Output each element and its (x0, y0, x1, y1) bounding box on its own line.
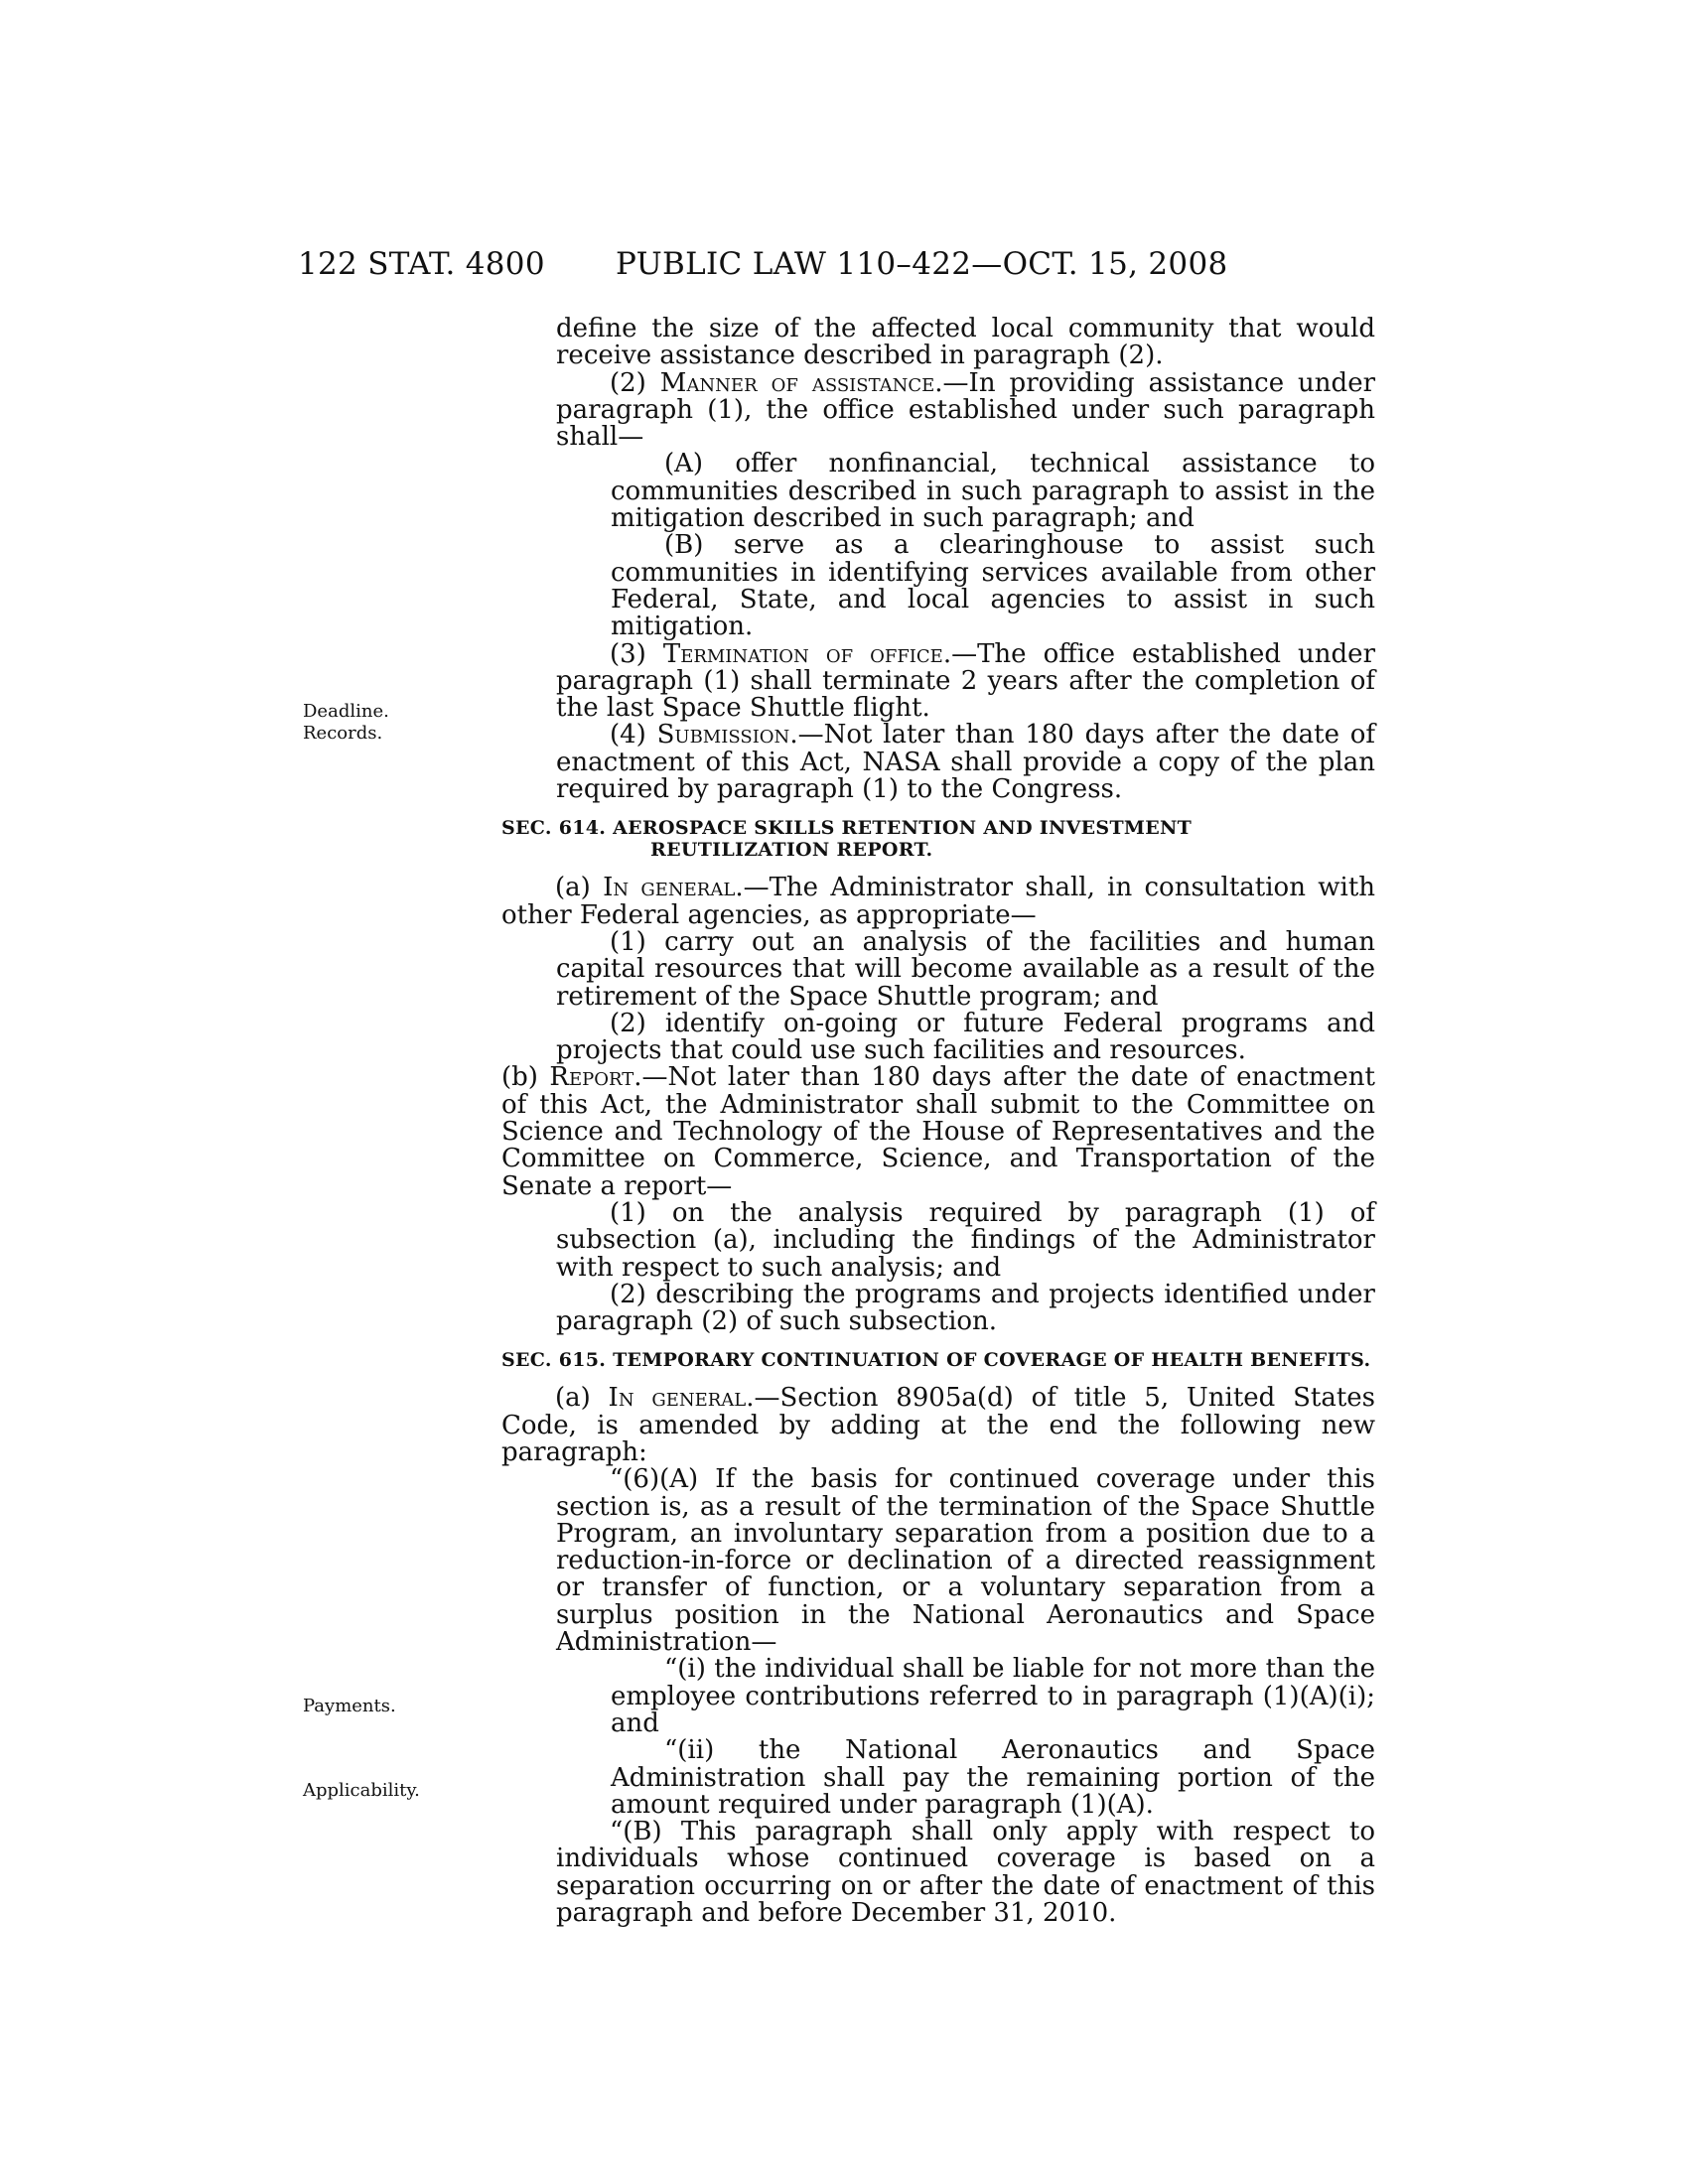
page-title: PUBLIC LAW 110–422—OCT. 15, 2008 (616, 246, 1228, 282)
margin-note-payments: Payments. (303, 1696, 396, 1716)
margin-note-applicability: Applicability. (303, 1780, 420, 1801)
margin-note-deadline-records (303, 701, 389, 745)
section-615-B: “(B) This paragraph shall only apply with respect to individuals whose continued coverage is based on a separation occurring on or after the date of enactment of this paragraph and before December 31, 2010. (556, 1817, 1375, 1929)
paragraph-3: (3) Termination of office.—The office established under paragraph (1) shall terminate 2 years after the completion of the last Space Shuttle flight. (556, 638, 1375, 724)
paragraph-2-b: (B) serve as a clearinghouse to assist such communities in identifying services available from other Federal, State, and local agencies to assist in such mitigation. (611, 530, 1375, 642)
stat-citation: 122 STAT. 4800 (298, 246, 545, 282)
body-text (501, 316, 1375, 1927)
paragraph-4: (4) Submission.—Not later than 180 days after the date of enactment of this Act, NASA shall provide a copy of the plan required by paragraph (1) to the Congress. (556, 720, 1376, 805)
section-614-a: (a) In general.—The Administrator shall, in consultation with other Federal agencies, as appropriate— (501, 873, 1376, 930)
section-615-6-A: “(6)(A) If the basis for continued coverage under this section is, as a result of the termination of the Space Shuttle Program, an involuntary separation from a position due to a reduction-in-force or declination of a directed reassignment or transfer of function, or a voluntary separation from a surplus position in the National Aeronautics and Space Administration— (556, 1464, 1375, 1658)
section-615-heading: SEC. 615. TEMPORARY CONTINUATION OF COVERAGE OF HEALTH BENEFITS. (501, 1349, 1371, 1372)
section-614-b: (b) Report.—Not later than 180 days after the date of enactment of this Act, the Administrator shall submit to the Committee on Science and Technology of the House of Representatives and the Committee on Commerce, Science, and Transportation of the Senate a report— (501, 1062, 1375, 1201)
section-615-i: “(i) the individual shall be liable for not more than the employee contributions referred to in paragraph (1)(A)(i); and (611, 1654, 1375, 1738)
section-614-a-2: (2) identify on-going or future Federal programs and projects that could use such facilities and resources. (556, 1008, 1375, 1066)
page-header (0, 246, 1688, 286)
section-614-heading: SEC. 614. AEROSPACE SKILLS RETENTION AND INVESTMENT REUTILIZATION REPORT. (501, 817, 1193, 862)
paragraph-2-a: (A) offer nonfinancial, technical assistance to communities described in such paragraph to assist in the mitigation described in such paragraph; and (611, 449, 1375, 534)
section-615-a: (a) In general.—Section 8905a(d) of title 5, United States Code, is amended by adding at the end the following new paragraph: (501, 1383, 1376, 1467)
section-615-ii: “(ii) the National Aeronautics and Space Administration shall pay the remaining portion of the amount required under paragraph (1)(A). (611, 1735, 1375, 1820)
paragraph-continuation: define the size of the affected local community that would receive assistance described in paragraph (2). (556, 314, 1375, 371)
section-614-a-1: (1) carry out an analysis of the facilities and human capital resources that will become available as a result of the retirement of the Space Shuttle program; and (556, 926, 1375, 1012)
section-614-b-1: (1) on the analysis required by paragraph (1) of subsection (a), including the findings of the Administrator with respect to such analysis; and (556, 1197, 1375, 1283)
section-614-b-2: (2) describing the programs and projects identified under paragraph (2) of such subsection. (556, 1279, 1375, 1337)
margin-note-records: Records. (303, 723, 383, 744)
margin-note-deadline: Deadline. (303, 701, 389, 722)
paragraph-2: (2) Manner of assistance.—In providing assistance under paragraph (1), the office established under such paragraph shall— (556, 367, 1376, 453)
